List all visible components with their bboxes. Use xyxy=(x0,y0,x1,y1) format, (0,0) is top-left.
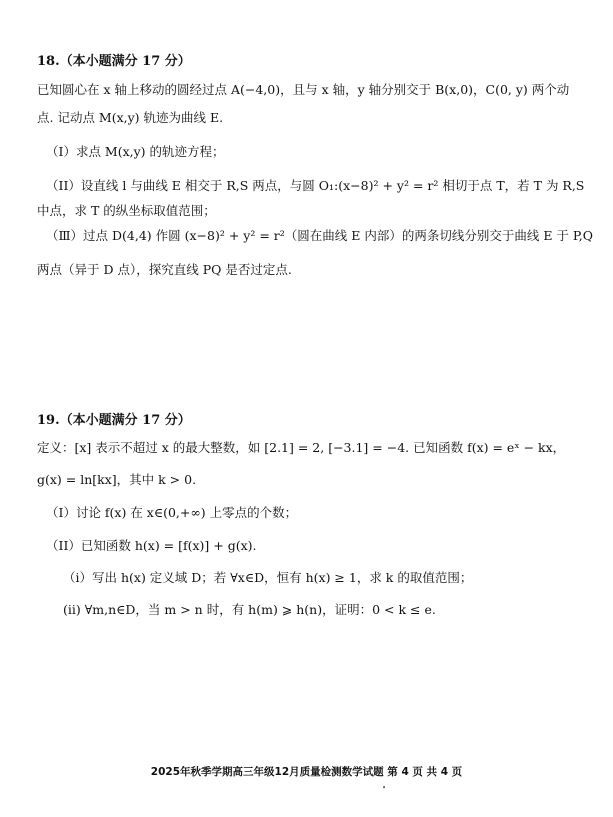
q18-part2-line1: （II）设直线 l 与曲线 E 相交于 R,S 两点，与圆 O₁:(x−8)² + y² = r² 相切于点 T，若 T 为 R,S xyxy=(46,178,585,193)
q18-stem-line1: 已知圆心在 x 轴上移动的圆经过点 A(−4,0)，且与 x 轴，y 轴分别交于 B(x,0)，C(0, y) 两个动 xyxy=(37,82,570,97)
q18-stem-line2: 点. 记动点 M(x,y) 轨迹为曲线 E. xyxy=(37,110,224,125)
q19-part1: （I）讨论 f(x) 在 x∈(0,+∞) 上零点的个数； xyxy=(46,505,298,520)
q19-definition-line1: 定义：[x] 表示不超过 x 的最大整数，如 [2.1] = 2, [−3.1] = −4. 已知函数 f(x) = eˣ − kx， xyxy=(37,440,566,455)
q19-definition-line2: g(x) = ln[kx]，其中 k > 0. xyxy=(37,472,197,487)
page-footer: 2025年秋季学期高三年级12月质量检测数学试题 第 4 页 共 4 页 xyxy=(150,766,463,778)
scan-mark: • xyxy=(382,784,387,792)
q19-part2: （II）已知函数 h(x) = [f(x)] + g(x). xyxy=(46,538,257,553)
q18-part2-line2: 中点，求 T 的纵坐标取值范围； xyxy=(37,203,216,218)
q18-part3-line2: 两点（异于 D 点），探究直线 PQ 是否过定点. xyxy=(37,262,292,277)
q18-part3-line1: （Ⅲ）过点 D(4,4) 作圆 (x−8)² + y² = r²（圆在曲线 E 内部）的两条切线分别交于曲线 E 于 P,Q xyxy=(46,228,593,243)
q19-heading: 19.（本小题满分 17 分） xyxy=(37,413,191,428)
q18-part1: （I）求点 M(x,y) 的轨迹方程； xyxy=(46,144,225,159)
q19-subpart1: （i）写出 h(x) 定义域 D；若 ∀x∈D，恒有 h(x) ≥ 1，求 k 的取值范围； xyxy=(63,570,473,585)
q19-subpart2: (ii) ∀m,n∈D，当 m > n 时，有 h(m) ⩾ h(n)，证明：0 < k ≤ e. xyxy=(63,602,436,617)
q18-heading: 18.（本小题满分 17 分） xyxy=(37,54,191,69)
